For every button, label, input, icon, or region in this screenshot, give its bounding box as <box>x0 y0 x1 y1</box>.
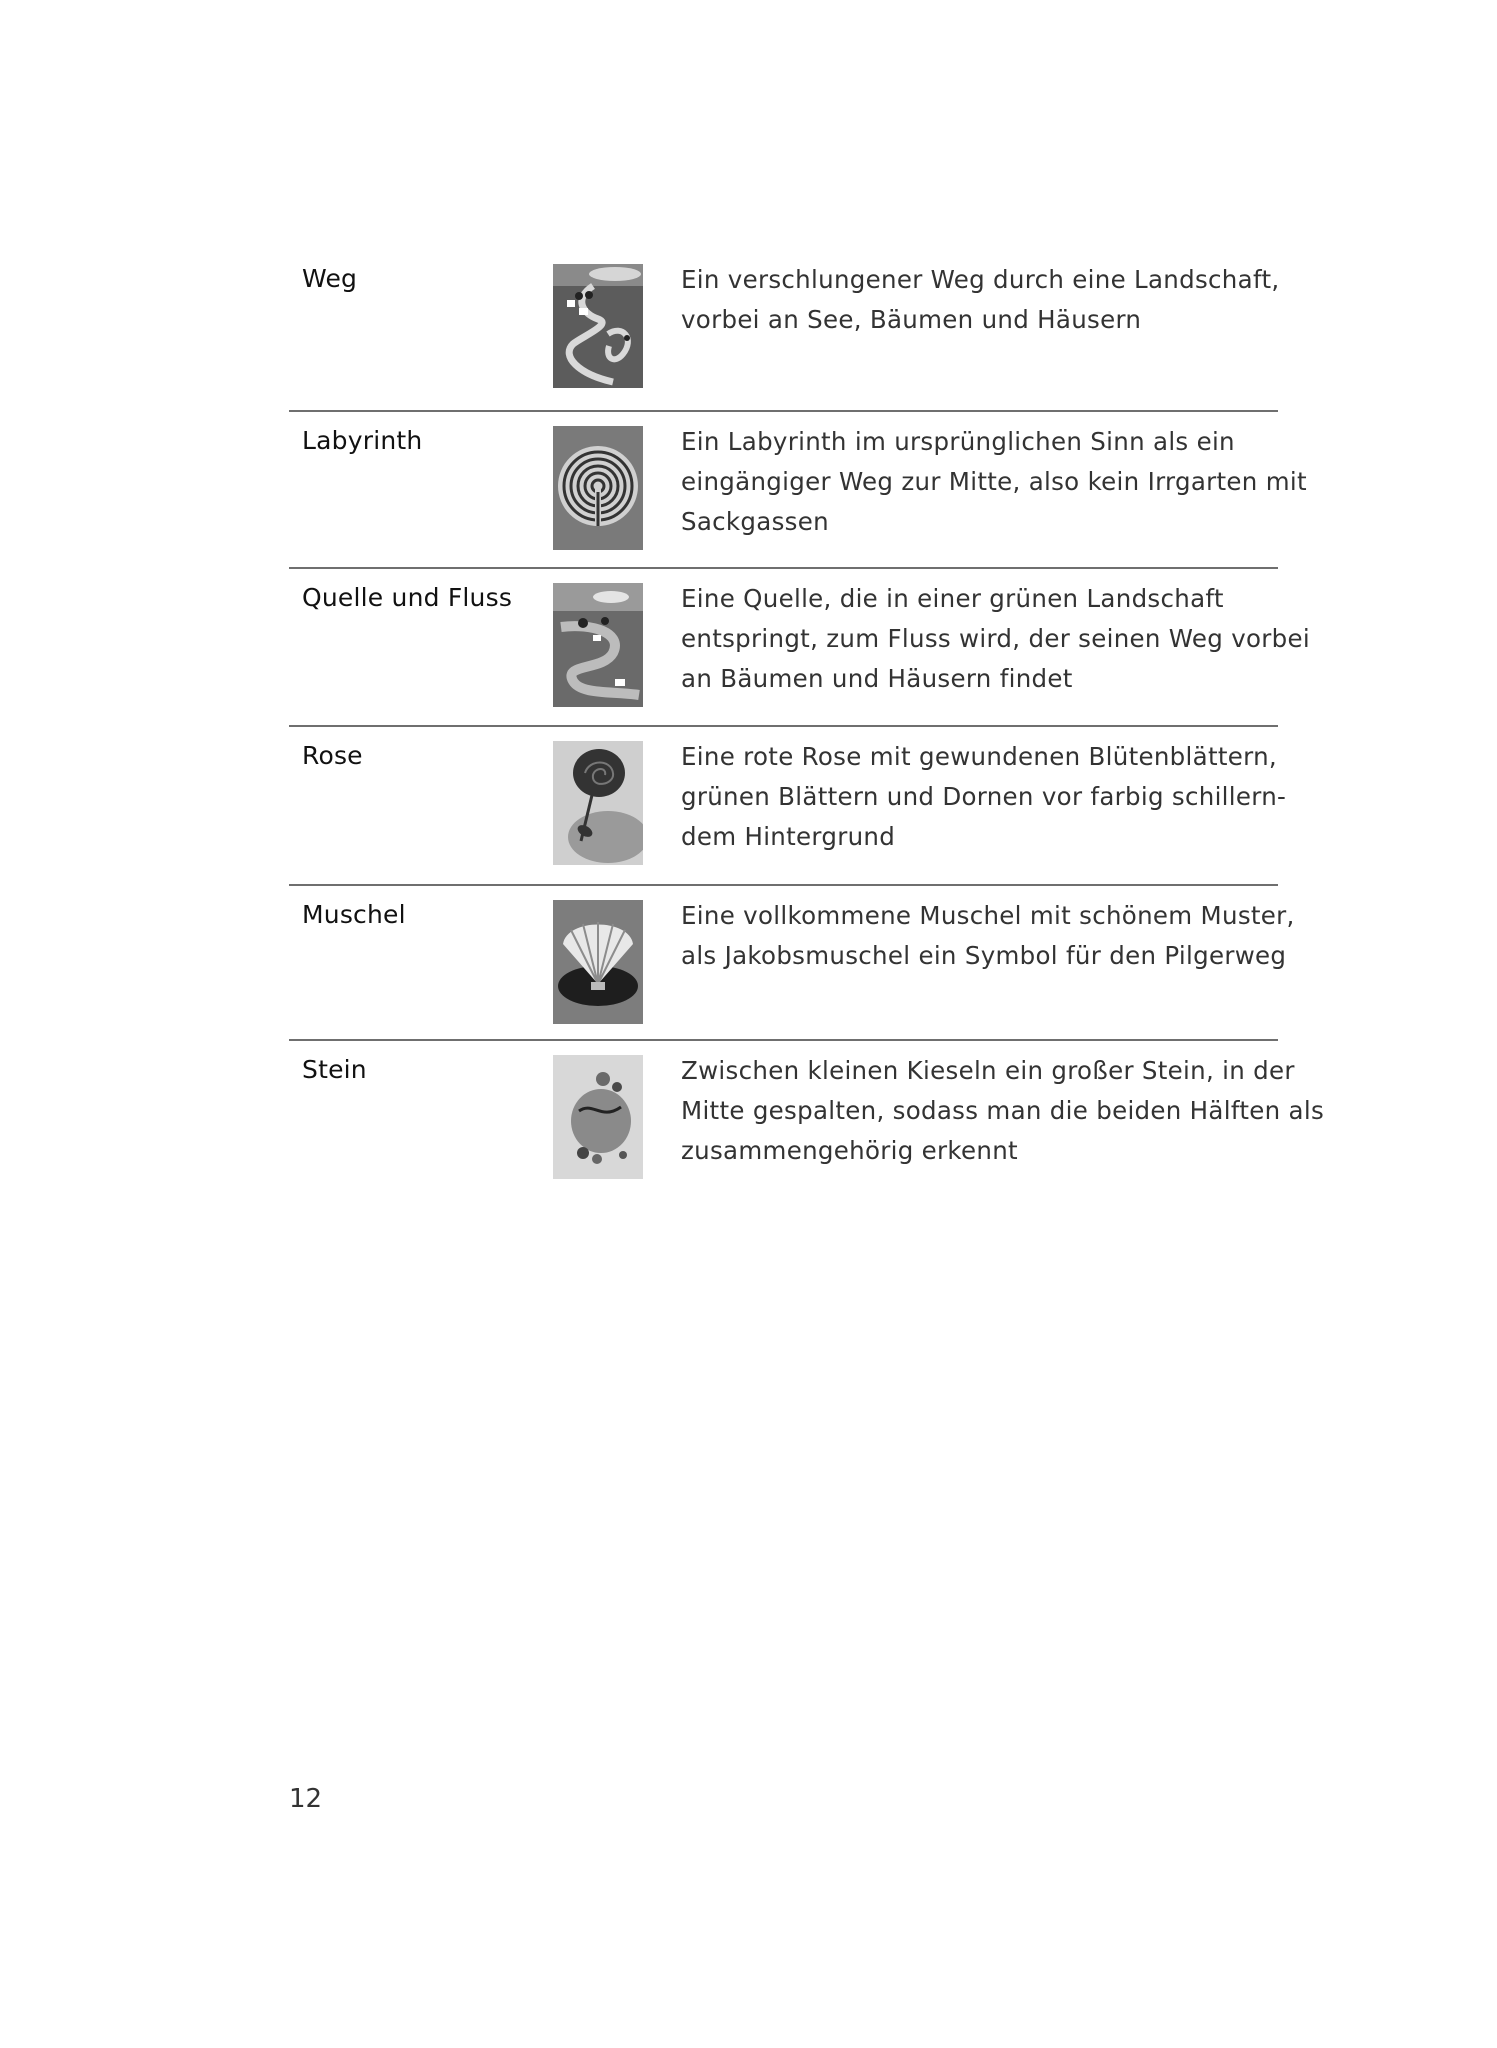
table-row <box>289 884 1295 1039</box>
row-term: Labyrinth <box>302 426 423 455</box>
row-term: Weg <box>302 264 358 293</box>
table-row <box>289 1039 1325 1199</box>
symbol-table <box>289 250 1325 1199</box>
scallop-shell-icon <box>553 900 643 1024</box>
labyrinth-icon <box>553 426 643 550</box>
row-term: Muschel <box>302 900 406 929</box>
split-stone-icon <box>553 1055 643 1179</box>
table-row <box>289 725 1287 884</box>
page-number: 12 <box>289 1784 323 1814</box>
row-description: Ein Labyrinth im ursprünglichen Sinn als ein eingängiger Weg zur Mitte, also kein Irrgarten mit Sackgassen <box>681 427 1307 536</box>
table-row <box>289 250 1278 410</box>
rose-icon <box>553 741 643 865</box>
river-landscape-icon <box>553 583 643 707</box>
row-description: Eine Quelle, die in einer grünen Landschaft entspringt, zum Fluss wird, der seinen Weg vorbei an Bäumen und Häusern findet <box>681 584 1311 693</box>
row-description: Eine vollkommene Muschel mit schönem Muster, als Jakobsmuschel ein Symbol für den Pilgerweg <box>681 901 1295 970</box>
row-term: Rose <box>302 741 363 770</box>
row-term: Quelle und Fluss <box>302 583 513 612</box>
row-term: Stein <box>302 1055 367 1084</box>
row-description: Ein verschlungener Weg durch eine Landschaft, vorbei an See, Bäumen und Häusern <box>681 265 1280 334</box>
winding-path-landscape-icon <box>553 264 643 388</box>
row-description: Zwischen kleinen Kieseln ein großer Stein, in der Mitte gespalten, sodass man die beiden Hälften als zusammengehörig erkennt <box>681 1056 1325 1165</box>
row-description: Eine rote Rose mit gewundenen Blütenblättern, grünen Blättern und Dornen vor farbig schillern- dem Hintergrund <box>681 742 1287 851</box>
table-row <box>289 410 1307 567</box>
table-row <box>289 567 1311 725</box>
